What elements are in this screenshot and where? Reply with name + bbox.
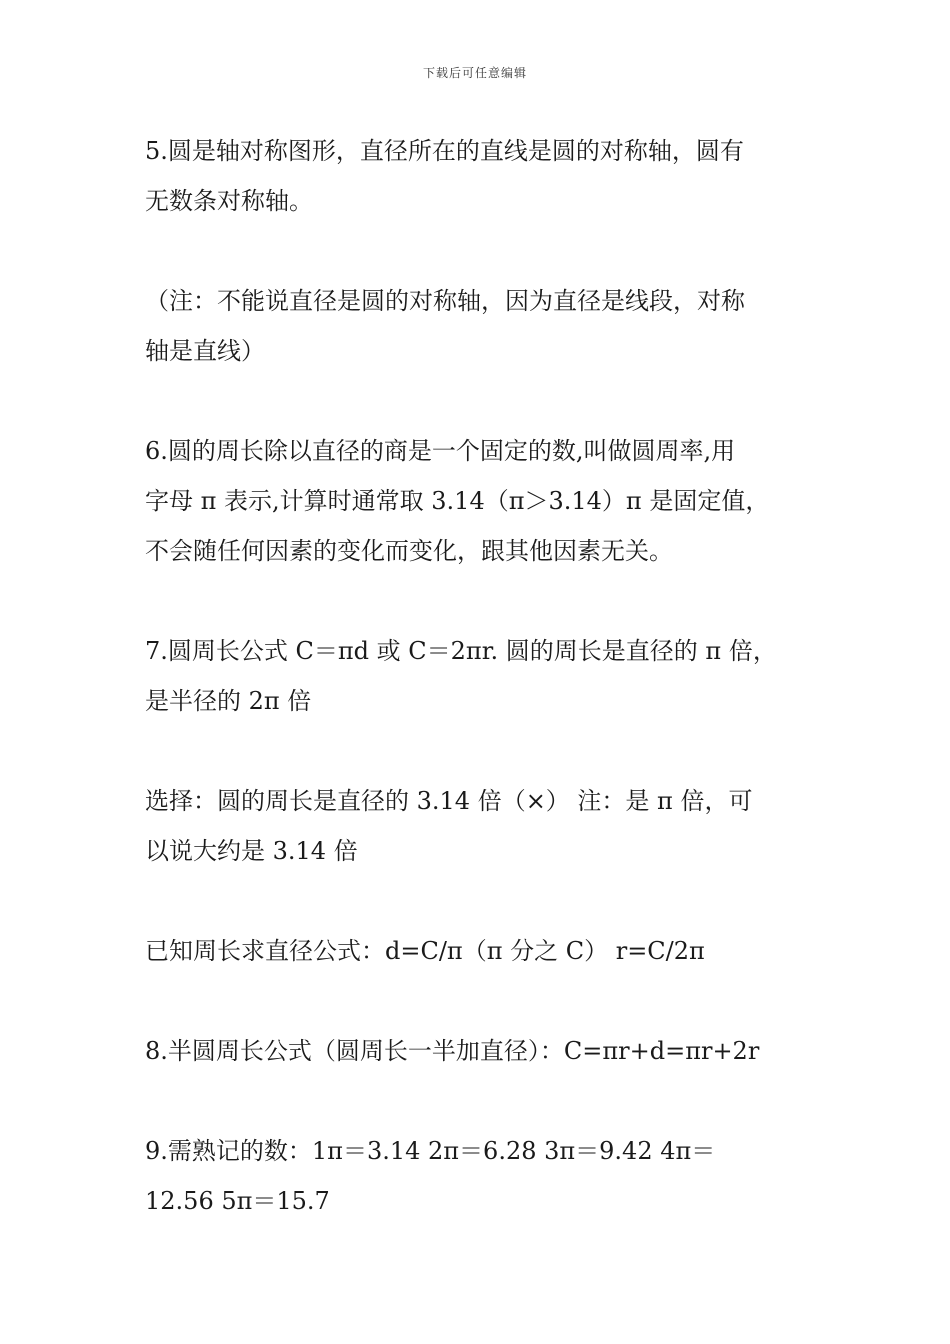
paragraph-9-numbers: [145, 1126, 815, 1226]
text-line: （注：不能说直径是圆的对称轴，因为直径是线段，对称: [145, 287, 745, 315]
text-line: 是半径的 2π 倍: [145, 687, 312, 715]
paragraph-choice: [145, 776, 815, 876]
text-line: 8.半圆周长公式（圆周长一半加直径）：C=πr+d=πr+2r: [145, 1037, 760, 1065]
text-line: 6.圆的周长除以直径的商是一个固定的数,叫做圆周率,用: [145, 437, 736, 465]
paragraph-8-semicircle: [145, 1026, 815, 1076]
text-line: 已知周长求直径公式：d=C/π（π 分之 C） r=C/2π: [145, 937, 705, 965]
text-line: 7.圆周长公式 C＝πd 或 C＝2πr. 圆的周长是直径的 π 倍，: [145, 637, 777, 665]
paragraph-note: [145, 276, 815, 376]
page-header: 下载后可任意编辑: [422, 66, 527, 80]
paragraph-7-circumference-formula: [145, 626, 815, 726]
paragraph-6-pi: [145, 426, 815, 576]
document-body: [145, 126, 815, 1276]
text-line: 字母 π 表示,计算时通常取 3.14（π＞3.14）π 是固定值，: [145, 487, 770, 515]
paragraph-diameter-formula: [145, 926, 815, 976]
text-line: 选择：圆的周长是直径的 3.14 倍（×） 注：是 π 倍，可: [145, 787, 753, 815]
paragraph-5-axis-symmetry: [145, 126, 815, 226]
text-line: 不会随任何因素的变化而变化，跟其他因素无关。: [145, 537, 673, 565]
text-line: 轴是直线）: [145, 337, 265, 365]
text-line: 以说大约是 3.14 倍: [145, 837, 358, 865]
text-line: 无数条对称轴。: [145, 187, 313, 215]
text-line: 9.需熟记的数：1π＝3.14 2π＝6.28 3π＝9.42 4π＝: [145, 1137, 716, 1165]
text-line: 12.56 5π＝15.7: [145, 1187, 330, 1215]
text-line: 5.圆是轴对称图形，直径所在的直线是圆的对称轴，圆有: [145, 137, 744, 165]
